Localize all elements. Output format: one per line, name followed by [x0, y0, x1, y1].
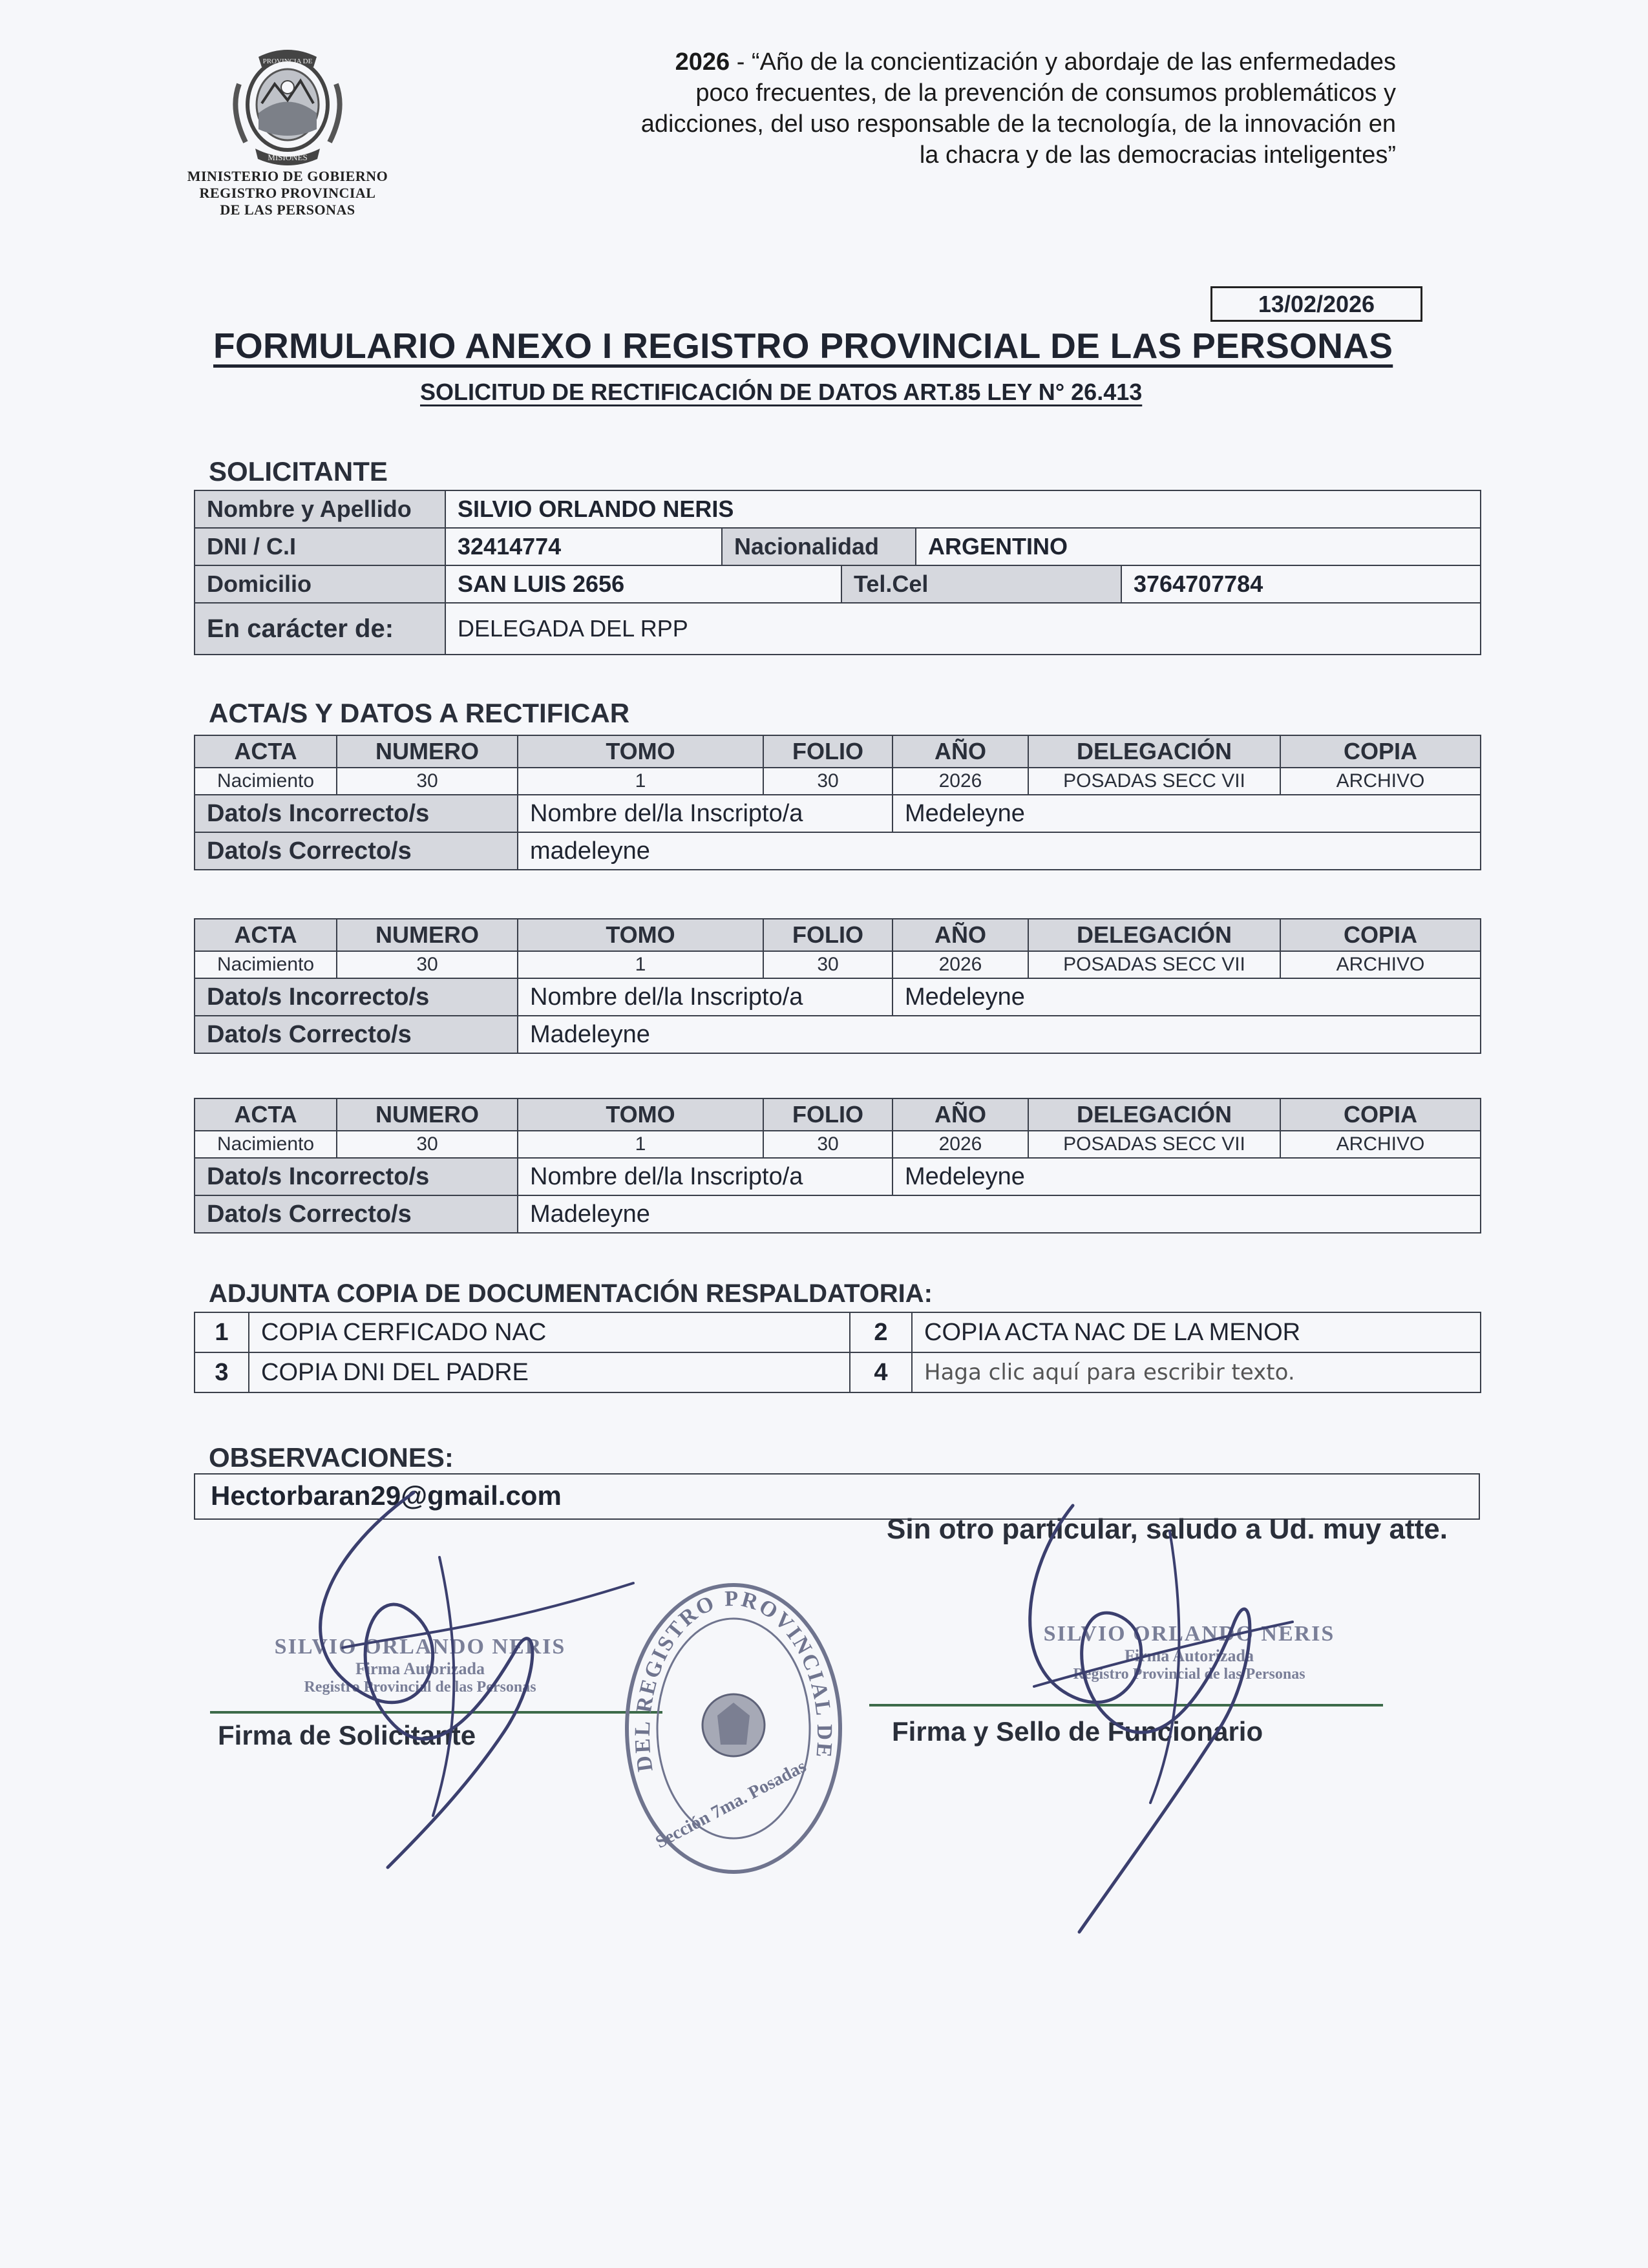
- tel-value[interactable]: 3764707784: [1121, 565, 1481, 603]
- incorrect-field[interactable]: Nombre del/la Inscripto/a: [518, 978, 893, 1016]
- acta-numero[interactable]: 30: [337, 951, 518, 978]
- closing-text: Sin otro particular, saludo a Ud. muy atte.: [887, 1513, 1448, 1545]
- acta-tomo[interactable]: 1: [518, 768, 763, 795]
- incorrect-label: Dato/s Incorrecto/s: [195, 978, 518, 1016]
- incorrect-value[interactable]: Medeleyne: [893, 1158, 1481, 1195]
- acta-delegacion[interactable]: POSADAS SECC VII: [1028, 951, 1280, 978]
- caracter-value[interactable]: DELEGADA DEL RPP: [445, 603, 1481, 655]
- motto-text: - “Año de la concientización y abordaje de las enfermedades poco frecuentes, de la prevención de consumos problemáticos y adicciones, del uso responsable de la tecnología, de la innovación en la chacra y de las democracias inteligentes”: [640, 48, 1396, 169]
- incorrect-value[interactable]: Medeleyne: [893, 795, 1481, 832]
- year-motto: [633, 47, 1396, 171]
- solicitante-heading: SOLICITANTE: [209, 456, 388, 487]
- actas-heading: ACTA/S Y DATOS A RECTIFICAR: [209, 698, 630, 728]
- motto-year: 2026: [675, 48, 730, 76]
- solicitante-stamp-name: SILVIO ORLANDO NERIS: [274, 1635, 566, 1659]
- col-anio: AÑO: [893, 1098, 1028, 1131]
- acta-table-3: [194, 1098, 1481, 1234]
- ministry-line-3: DE LAS PERSONAS: [220, 202, 355, 218]
- col-acta: ACTA: [195, 1098, 337, 1131]
- incorrect-value[interactable]: Medeleyne: [893, 978, 1481, 1016]
- adjunta-table: [194, 1312, 1481, 1393]
- col-tomo: TOMO: [518, 919, 763, 951]
- ministry-name: [174, 168, 401, 218]
- oval-stamp-inner-text: Sección 7ma. Posadas: [652, 1756, 810, 1853]
- acta-copia[interactable]: ARCHIVO: [1280, 768, 1481, 795]
- adjunta-num-4: 4: [850, 1352, 912, 1392]
- acta-anio[interactable]: 2026: [893, 1131, 1028, 1158]
- col-folio: FOLIO: [763, 735, 893, 768]
- solicitante-stamp-line2: Registro Provincial de las Personas: [304, 1679, 536, 1696]
- funcionario-stamp-line1: Firma Autorizada: [1124, 1646, 1254, 1665]
- dni-label: DNI / C.I: [195, 528, 445, 565]
- col-folio: FOLIO: [763, 919, 893, 951]
- col-copia: COPIA: [1280, 919, 1481, 951]
- col-copia: COPIA: [1280, 735, 1481, 768]
- col-delegacion: DELEGACIÓN: [1028, 1098, 1280, 1131]
- observaciones-field[interactable]: Hectorbaran29@gmail.com: [194, 1473, 1480, 1520]
- acta-folio[interactable]: 30: [763, 1131, 893, 1158]
- correct-value[interactable]: Madeleyne: [518, 1195, 1481, 1233]
- nombre-label: Nombre y Apellido: [195, 490, 445, 528]
- incorrect-field[interactable]: Nombre del/la Inscripto/a: [518, 795, 893, 832]
- acta-copia[interactable]: ARCHIVO: [1280, 951, 1481, 978]
- page-title: FORMULARIO ANEXO I REGISTRO PROVINCIAL DE LAS PERSONAS: [213, 326, 1393, 366]
- ministry-logo-block: [174, 45, 401, 218]
- solicitante-stamp-line1: Firma Autorizada: [355, 1659, 485, 1678]
- nacionalidad-label: Nacionalidad: [722, 528, 916, 565]
- incorrect-label: Dato/s Incorrecto/s: [195, 1158, 518, 1195]
- acta-tomo[interactable]: 1: [518, 1131, 763, 1158]
- observaciones-heading: OBSERVACIONES:: [209, 1442, 454, 1473]
- acta-numero[interactable]: 30: [337, 768, 518, 795]
- adjunta-num-3: 3: [195, 1352, 249, 1392]
- col-copia: COPIA: [1280, 1098, 1481, 1131]
- correct-value[interactable]: Madeleyne: [518, 1016, 1481, 1053]
- oval-stamp-outer-text: DEL REGISTRO PROVINCIAL DE: [630, 1586, 837, 1774]
- correct-label: Dato/s Correcto/s: [195, 1016, 518, 1053]
- col-anio: AÑO: [893, 919, 1028, 951]
- acta-type[interactable]: Nacimiento: [195, 951, 337, 978]
- col-acta: ACTA: [195, 919, 337, 951]
- correct-label: Dato/s Correcto/s: [195, 1195, 518, 1233]
- seal-text-top: PROVINCIA DE: [262, 58, 313, 65]
- col-folio: FOLIO: [763, 1098, 893, 1131]
- acta-type[interactable]: Nacimiento: [195, 1131, 337, 1158]
- funcionario-signature-label: Firma y Sello de Funcionario: [892, 1716, 1263, 1747]
- acta-folio[interactable]: 30: [763, 768, 893, 795]
- solicitante-table: [194, 490, 1481, 655]
- domicilio-value[interactable]: SAN LUIS 2656: [445, 565, 841, 603]
- adjunta-item-2[interactable]: COPIA ACTA NAC DE LA MENOR: [912, 1312, 1481, 1352]
- provincial-seal-icon: [223, 45, 352, 168]
- acta-anio[interactable]: 2026: [893, 768, 1028, 795]
- adjunta-num-2: 2: [850, 1312, 912, 1352]
- dni-value[interactable]: 32414774: [445, 528, 722, 565]
- col-delegacion: DELEGACIÓN: [1028, 919, 1280, 951]
- correct-label: Dato/s Correcto/s: [195, 832, 518, 870]
- funcionario-signature-icon: [956, 1493, 1370, 1945]
- seal-text-bottom: MISIONES: [268, 152, 308, 162]
- adjunta-num-1: 1: [195, 1312, 249, 1352]
- form-date: 13/02/2026: [1210, 286, 1422, 322]
- page-subtitle: SOLICITUD DE RECTIFICACIÓN DE DATOS ART.85 LEY N° 26.413: [420, 379, 1143, 405]
- col-tomo: TOMO: [518, 735, 763, 768]
- incorrect-label: Dato/s Incorrecto/s: [195, 795, 518, 832]
- col-numero: NUMERO: [337, 1098, 518, 1131]
- ministry-line-2: REGISTRO PROVINCIAL: [199, 185, 376, 201]
- ministry-line-1: MINISTERIO DE GOBIERNO: [187, 168, 388, 184]
- tel-label: Tel.Cel: [841, 565, 1121, 603]
- acta-folio[interactable]: 30: [763, 951, 893, 978]
- adjunta-item-4-placeholder[interactable]: Haga clic aquí para escribir texto.: [912, 1352, 1481, 1392]
- acta-tomo[interactable]: 1: [518, 951, 763, 978]
- correct-value[interactable]: madeleyne: [518, 832, 1481, 870]
- col-tomo: TOMO: [518, 1098, 763, 1131]
- acta-numero[interactable]: 30: [337, 1131, 518, 1158]
- col-acta: ACTA: [195, 735, 337, 768]
- col-numero: NUMERO: [337, 919, 518, 951]
- adjunta-heading: ADJUNTA COPIA DE DOCUMENTACIÓN RESPALDATORIA:: [209, 1279, 933, 1308]
- funcionario-stamp-name: SILVIO ORLANDO NERIS: [1043, 1622, 1335, 1646]
- incorrect-field[interactable]: Nombre del/la Inscripto/a: [518, 1158, 893, 1195]
- acta-table-1: [194, 735, 1481, 870]
- col-numero: NUMERO: [337, 735, 518, 768]
- caracter-label: En carácter de:: [195, 603, 445, 655]
- acta-type[interactable]: Nacimiento: [195, 768, 337, 795]
- solicitante-signature-icon: [246, 1480, 685, 1880]
- col-delegacion: DELEGACIÓN: [1028, 735, 1280, 768]
- domicilio-label: Domicilio: [195, 565, 445, 603]
- nacionalidad-value[interactable]: ARGENTINO: [916, 528, 1481, 565]
- acta-delegacion[interactable]: POSADAS SECC VII: [1028, 768, 1280, 795]
- nombre-value[interactable]: SILVIO ORLANDO NERIS: [445, 490, 1481, 528]
- acta-table-2: [194, 918, 1481, 1054]
- funcionario-stamp-line2: Registro Provincial de las Personas: [1073, 1666, 1305, 1683]
- col-anio: AÑO: [893, 735, 1028, 768]
- solicitante-signature-label: Firma de Solicitante: [218, 1720, 476, 1750]
- acta-anio[interactable]: 2026: [893, 951, 1028, 978]
- acta-copia[interactable]: ARCHIVO: [1280, 1131, 1481, 1158]
- acta-delegacion[interactable]: POSADAS SECC VII: [1028, 1131, 1280, 1158]
- adjunta-item-1[interactable]: COPIA CERFICADO NAC: [249, 1312, 850, 1352]
- adjunta-item-3[interactable]: COPIA DNI DEL PADRE: [249, 1352, 850, 1392]
